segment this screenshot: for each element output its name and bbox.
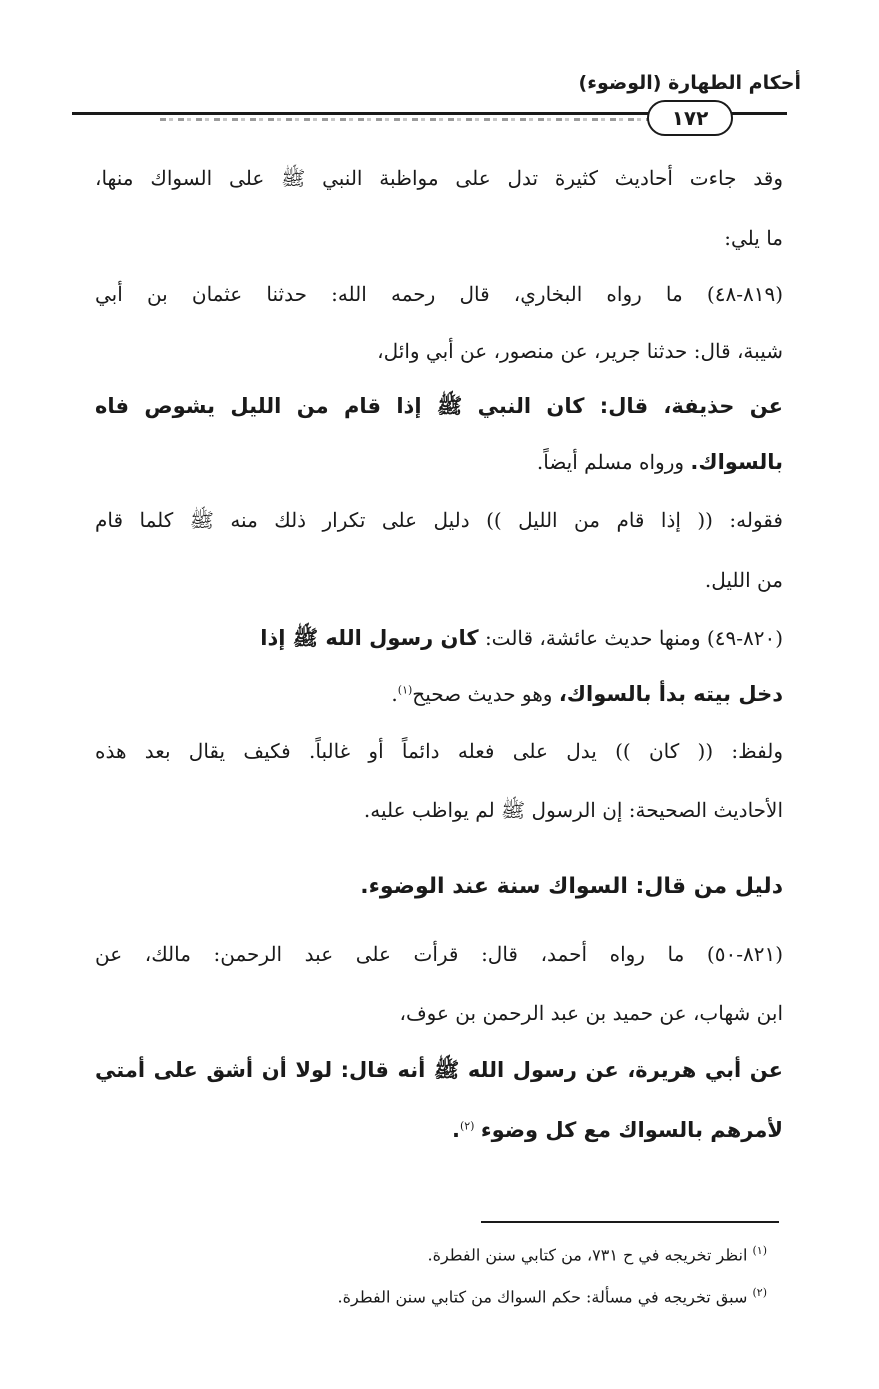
hadith-text-line: عن حذيفة، قال: كان النبي ﷺ إذا قام من الليل يشوص فاه <box>95 394 783 418</box>
hadith-chain-line: (٨١٩-٤٨) ما رواه البخاري، قال رحمه الله: حدثنا عثمان بن أبي <box>95 282 783 306</box>
hadith-line <box>95 628 783 649</box>
hadith-text: دخل بيته بدأ بالسواك، <box>558 682 783 706</box>
hadith-text-line: عن أبي هريرة، عن رسول الله ﷺ أنه قال: لولا أن أشق على أمتي <box>95 1058 783 1082</box>
hadith-text: لأمرهم بالسواك مع كل وضوء <box>480 1118 783 1142</box>
hadith-chain-line: ابن شهاب، عن حميد بن عبد الرحمن بن عوف، <box>399 1001 783 1025</box>
page-number-badge: ١٧٢ <box>647 100 733 136</box>
hadith-text-line <box>95 452 783 473</box>
footnote-number: (١) <box>752 1244 767 1257</box>
hadith-intro: (٨٢٠-٤٩) ومنها حديث عائشة، قالت: <box>484 626 783 650</box>
hadith-text: بالسواك. <box>690 450 783 474</box>
commentary-line: الأحاديث الصحيحة: إن الرسول ﷺ لم يواظب عليه. <box>363 798 783 822</box>
footnote-separator <box>481 1221 779 1223</box>
hadith-text-line: لأمرهم بالسواك مع كل وضوء $^{(٢)}$. <box>451 1118 783 1142</box>
footnote-number: (٢) <box>752 1286 767 1299</box>
grading-note: وهو حديث صحيح <box>412 682 553 706</box>
footnote-text: انظر تخريجه في ح ٧٣١، من كتابي سنن الفطرة. <box>427 1245 748 1265</box>
narration-note: ورواه مسلم أيضاً. <box>536 450 685 474</box>
hadith-text: كان رسول الله ﷺ إذا <box>260 626 479 650</box>
paragraph-line: وقد جاءت أحاديث كثيرة تدل على مواظبة النبي ﷺ على السواك منها، <box>95 166 783 190</box>
header-rule-texture <box>160 118 651 121</box>
footnote-text: سبق تخريجه في مسألة: حكم السواك من كتابي سنن الفطرة. <box>337 1287 748 1307</box>
hadith-line: دخل بيته بدأ بالسواك، وهو حديث صحيح$^{(١)}$. <box>391 682 783 706</box>
running-header-title: أحكام الطهارة (الوضوء) <box>578 72 801 94</box>
footnote-marker: (٢) <box>459 1119 475 1133</box>
commentary-line: من الليل. <box>704 568 783 592</box>
footnote-marker: (١) <box>397 683 413 697</box>
hadith-chain-line: (٨٢١-٥٠) ما رواه أحمد، قال: قرأت على عبد الرحمن: مالك، عن <box>95 942 783 966</box>
paragraph-line: ما يلي: <box>724 226 783 250</box>
hadith-chain-line: شيبة، قال: حدثنا جرير، عن منصور، عن أبي وائل، <box>377 339 783 363</box>
footnote-1 <box>428 1244 768 1264</box>
footnote-2 <box>338 1286 767 1306</box>
section-heading: دليل من قال: السواك سنة عند الوضوء. <box>360 874 783 899</box>
commentary-line: فقوله: (( إذا قام من الليل )) دليل على تكرار ذلك منه ﷺ كلما قام <box>95 508 783 532</box>
commentary-line: ولفظ: (( كان )) يدل على فعله دائماً أو غالباً. فكيف يقال بعد هذه <box>95 739 783 763</box>
